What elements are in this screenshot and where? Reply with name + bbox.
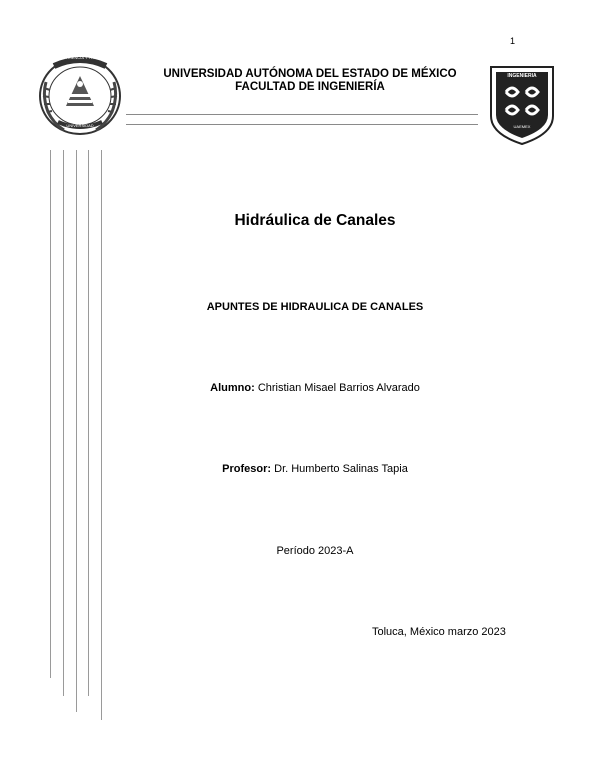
document-subtitle: APUNTES DE HIDRAULICA DE CANALES bbox=[206, 301, 424, 313]
professor-label: Profesor: bbox=[222, 463, 272, 475]
engineering-faculty-shield-icon bbox=[488, 64, 556, 146]
institution-header bbox=[140, 68, 480, 94]
place-and-date: Toluca, México marzo 2023 bbox=[372, 626, 506, 638]
header-rule-bottom bbox=[126, 124, 478, 125]
university-name: UNIVERSIDAD AUTÓNOMA DEL ESTADO DE MÉXICO bbox=[163, 68, 457, 80]
page-number: 1 bbox=[510, 36, 516, 46]
seal-bottom-text: UNIVERSIDAD bbox=[66, 123, 94, 128]
document-title: Hidráulica de Canales bbox=[234, 212, 396, 229]
header-rule-top bbox=[126, 114, 478, 115]
professor-line bbox=[0, 463, 600, 475]
faculty-name: FACULTAD DE INGENIERÍA bbox=[235, 81, 385, 93]
academic-period: Período 2023-A bbox=[276, 545, 354, 557]
decorative-vertical-line bbox=[101, 150, 102, 720]
uaemex-seal-icon bbox=[34, 52, 126, 140]
shield-top-text: INGENIERÍA bbox=[507, 73, 537, 79]
decorative-vertical-line bbox=[76, 150, 77, 712]
student-line bbox=[0, 382, 600, 394]
decorative-vertical-line bbox=[88, 150, 89, 696]
student-label: Alumno: bbox=[210, 382, 255, 394]
shield-bottom-text: UAEMEX bbox=[513, 124, 531, 129]
professor-name: Dr. Humberto Salinas Tapia bbox=[274, 463, 408, 475]
decorative-vertical-line bbox=[63, 150, 64, 696]
student-name: Christian Misael Barrios Alvarado bbox=[257, 382, 420, 394]
seal-top-text: PATRIA CIENCIA Y TRABAJO bbox=[53, 55, 107, 60]
